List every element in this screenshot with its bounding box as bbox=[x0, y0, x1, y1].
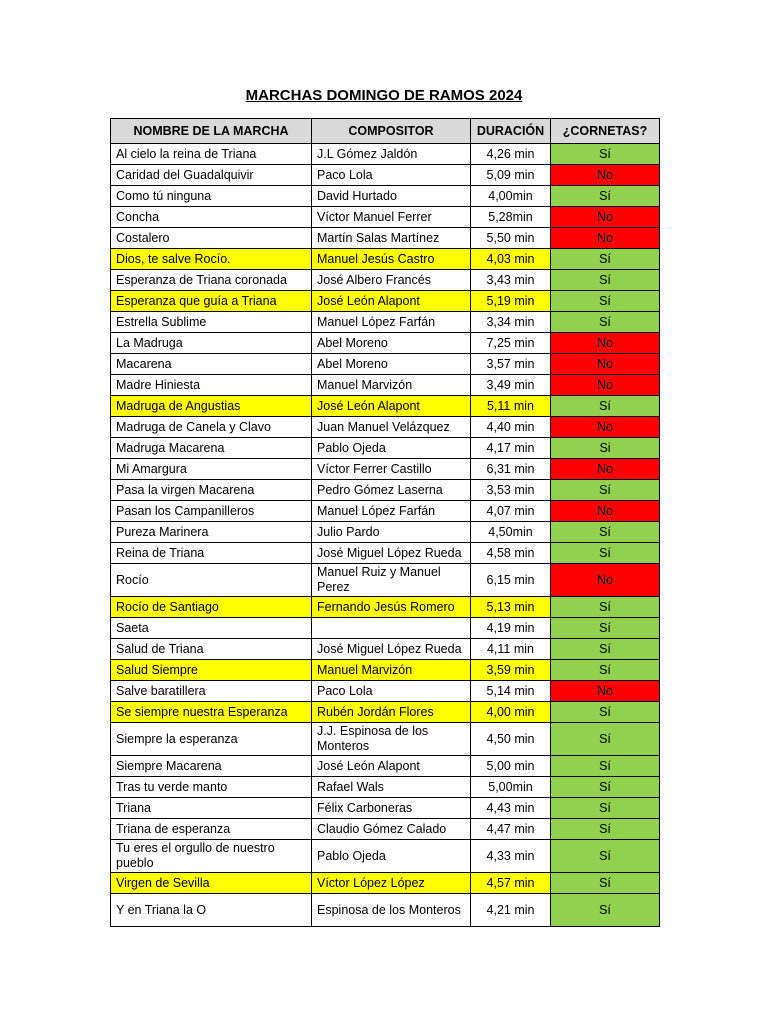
table-row bbox=[111, 333, 660, 354]
table-row bbox=[111, 756, 660, 777]
table-row bbox=[111, 564, 660, 597]
march-name-cell: Madruga de Angustias bbox=[111, 396, 312, 417]
table-row bbox=[111, 798, 660, 819]
composer-cell: José León Alapont bbox=[312, 291, 471, 312]
table-row bbox=[111, 249, 660, 270]
table-row bbox=[111, 681, 660, 702]
table-row bbox=[111, 207, 660, 228]
duration-cell: 7,25 min bbox=[471, 333, 551, 354]
composer-cell: Pablo Ojeda bbox=[312, 438, 471, 459]
composer-cell: Juan Manuel Velázquez bbox=[312, 417, 471, 438]
table-row bbox=[111, 186, 660, 207]
table-row bbox=[111, 396, 660, 417]
cornetas-cell: Sí bbox=[551, 186, 660, 207]
table-row bbox=[111, 144, 660, 165]
cornetas-cell: Sí bbox=[551, 144, 660, 165]
composer-cell: Manuel López Farfán bbox=[312, 501, 471, 522]
cornetas-cell: Sí bbox=[551, 777, 660, 798]
cornetas-cell: Sí bbox=[551, 291, 660, 312]
composer-cell: J.J. Espinosa de los Monteros bbox=[312, 723, 471, 756]
cornetas-cell: Sí bbox=[551, 873, 660, 894]
march-name-cell: Como tú ninguna bbox=[111, 186, 312, 207]
march-name-cell: Al cielo la reina de Triana bbox=[111, 144, 312, 165]
composer-cell: José Miguel López Rueda bbox=[312, 543, 471, 564]
march-name-cell: Mi Amargura bbox=[111, 459, 312, 480]
march-name-cell: Madruga Macarena bbox=[111, 438, 312, 459]
march-name-cell: Se siempre nuestra Esperanza bbox=[111, 702, 312, 723]
duration-cell: 4,26 min bbox=[471, 144, 551, 165]
march-name-cell: Rocío de Santiago bbox=[111, 597, 312, 618]
table-row bbox=[111, 480, 660, 501]
composer-cell: Abel Moreno bbox=[312, 354, 471, 375]
march-name-cell: Salve baratillera bbox=[111, 681, 312, 702]
duration-cell: 4,33 min bbox=[471, 840, 551, 873]
composer-cell: Manuel Jesús Castro bbox=[312, 249, 471, 270]
composer-cell: Espinosa de los Monteros bbox=[312, 894, 471, 927]
duration-cell: 4,11 min bbox=[471, 639, 551, 660]
composer-cell: Rafael Wals bbox=[312, 777, 471, 798]
march-name-cell: Triana de esperanza bbox=[111, 819, 312, 840]
header-name: NOMBRE DE LA MARCHA bbox=[111, 119, 312, 144]
cornetas-cell: Sí bbox=[551, 819, 660, 840]
march-name-cell: Costalero bbox=[111, 228, 312, 249]
composer-cell: Manuel López Farfán bbox=[312, 312, 471, 333]
cornetas-cell: Sí bbox=[551, 597, 660, 618]
march-name-cell: Rocío bbox=[111, 564, 312, 597]
march-name-cell: Concha bbox=[111, 207, 312, 228]
cornetas-cell: Sí bbox=[551, 522, 660, 543]
composer-cell: David Hurtado bbox=[312, 186, 471, 207]
cornetas-cell: No bbox=[551, 207, 660, 228]
composer-cell: Víctor Ferrer Castillo bbox=[312, 459, 471, 480]
duration-cell: 4,19 min bbox=[471, 618, 551, 639]
duration-cell: 5,09 min bbox=[471, 165, 551, 186]
march-name-cell: Tras tu verde manto bbox=[111, 777, 312, 798]
header-duration: DURACIÓN bbox=[471, 119, 551, 144]
cornetas-cell: Sí bbox=[551, 798, 660, 819]
composer-cell: Félix Carboneras bbox=[312, 798, 471, 819]
table-row bbox=[111, 354, 660, 375]
table-row bbox=[111, 228, 660, 249]
cornetas-cell: No bbox=[551, 681, 660, 702]
table-row bbox=[111, 165, 660, 186]
cornetas-cell: No bbox=[551, 501, 660, 522]
cornetas-cell: Sí bbox=[551, 480, 660, 501]
cornetas-cell: No bbox=[551, 165, 660, 186]
composer-cell: Manuel Marvizón bbox=[312, 660, 471, 681]
duration-cell: 3,43 min bbox=[471, 270, 551, 291]
composer-cell: Manuel Ruiz y Manuel Perez bbox=[312, 564, 471, 597]
march-name-cell: Dios, te salve Rocío. bbox=[111, 249, 312, 270]
table-row bbox=[111, 618, 660, 639]
table-row bbox=[111, 873, 660, 894]
cornetas-cell: Sí bbox=[551, 639, 660, 660]
duration-cell: 4,57 min bbox=[471, 873, 551, 894]
composer-cell: Pablo Ojeda bbox=[312, 840, 471, 873]
cornetas-cell: Sí bbox=[551, 396, 660, 417]
cornetas-cell: No bbox=[551, 417, 660, 438]
composer-cell: J.L Gómez Jaldón bbox=[312, 144, 471, 165]
cornetas-cell: No bbox=[551, 354, 660, 375]
header-composer: COMPOSITOR bbox=[312, 119, 471, 144]
duration-cell: 5,19 min bbox=[471, 291, 551, 312]
march-name-cell: Siempre la esperanza bbox=[111, 723, 312, 756]
marchas-table bbox=[110, 118, 660, 927]
table-body bbox=[111, 144, 660, 927]
cornetas-cell: Sí bbox=[551, 543, 660, 564]
march-name-cell: Tu eres el orgullo de nuestro pueblo bbox=[111, 840, 312, 873]
duration-cell: 4,00min bbox=[471, 186, 551, 207]
duration-cell: 5,14 min bbox=[471, 681, 551, 702]
table-row bbox=[111, 543, 660, 564]
duration-cell: 5,00 min bbox=[471, 756, 551, 777]
march-name-cell: Macarena bbox=[111, 354, 312, 375]
march-name-cell: Saeta bbox=[111, 618, 312, 639]
duration-cell: 3,53 min bbox=[471, 480, 551, 501]
document-title: MARCHAS DOMINGO DE RAMOS 2024 bbox=[245, 87, 523, 104]
cornetas-cell: No bbox=[551, 228, 660, 249]
table-row bbox=[111, 660, 660, 681]
march-name-cell: Estrella Sublime bbox=[111, 312, 312, 333]
march-name-cell: Pureza Marinera bbox=[111, 522, 312, 543]
duration-cell: 5,11 min bbox=[471, 396, 551, 417]
table-row bbox=[111, 723, 660, 756]
composer-cell bbox=[312, 618, 471, 639]
composer-cell: José Miguel López Rueda bbox=[312, 639, 471, 660]
march-name-cell: Virgen de Sevilla bbox=[111, 873, 312, 894]
cornetas-cell: Sí bbox=[551, 618, 660, 639]
table-row bbox=[111, 501, 660, 522]
march-name-cell: Pasan los Campanilleros bbox=[111, 501, 312, 522]
duration-cell: 6,31 min bbox=[471, 459, 551, 480]
cornetas-cell: No bbox=[551, 459, 660, 480]
cornetas-cell: Sí bbox=[551, 723, 660, 756]
composer-cell: Víctor Manuel Ferrer bbox=[312, 207, 471, 228]
cornetas-cell: Sí bbox=[551, 312, 660, 333]
duration-cell: 5,28min bbox=[471, 207, 551, 228]
march-name-cell: Esperanza que guía a Triana bbox=[111, 291, 312, 312]
duration-cell: 4,50 min bbox=[471, 723, 551, 756]
duration-cell: 4,50min bbox=[471, 522, 551, 543]
duration-cell: 3,57 min bbox=[471, 354, 551, 375]
composer-cell: Paco Lola bbox=[312, 681, 471, 702]
march-name-cell: Reina de Triana bbox=[111, 543, 312, 564]
march-name-cell: Siempre Macarena bbox=[111, 756, 312, 777]
march-name-cell: Pasa la virgen Macarena bbox=[111, 480, 312, 501]
march-name-cell: Madruga de Canela y Clavo bbox=[111, 417, 312, 438]
table-row bbox=[111, 438, 660, 459]
composer-cell: Fernando Jesús Romero bbox=[312, 597, 471, 618]
table-row bbox=[111, 522, 660, 543]
duration-cell: 5,13 min bbox=[471, 597, 551, 618]
composer-cell: Rubén Jordán Flores bbox=[312, 702, 471, 723]
composer-cell: Víctor López López bbox=[312, 873, 471, 894]
composer-cell: Julio Pardo bbox=[312, 522, 471, 543]
table-row bbox=[111, 894, 660, 927]
duration-cell: 4,17 min bbox=[471, 438, 551, 459]
composer-cell: Abel Moreno bbox=[312, 333, 471, 354]
cornetas-cell: Sí bbox=[551, 249, 660, 270]
march-name-cell: Madre Hiniesta bbox=[111, 375, 312, 396]
composer-cell: Martín Salas Martínez bbox=[312, 228, 471, 249]
march-name-cell: Esperanza de Triana coronada bbox=[111, 270, 312, 291]
table-row bbox=[111, 597, 660, 618]
duration-cell: 4,47 min bbox=[471, 819, 551, 840]
march-name-cell: Salud Siempre bbox=[111, 660, 312, 681]
duration-cell: 6,15 min bbox=[471, 564, 551, 597]
cornetas-cell: No bbox=[551, 564, 660, 597]
duration-cell: 3,49 min bbox=[471, 375, 551, 396]
table-row bbox=[111, 777, 660, 798]
march-name-cell: Salud de Triana bbox=[111, 639, 312, 660]
composer-cell: Claudio Gómez Calado bbox=[312, 819, 471, 840]
cornetas-cell: Sí bbox=[551, 660, 660, 681]
march-name-cell: Y en Triana la O bbox=[111, 894, 312, 927]
cornetas-cell: Sí bbox=[551, 756, 660, 777]
table-row bbox=[111, 840, 660, 873]
cornetas-cell: Sí bbox=[551, 840, 660, 873]
duration-cell: 4,03 min bbox=[471, 249, 551, 270]
composer-cell: Pedro Gómez Laserna bbox=[312, 480, 471, 501]
duration-cell: 5,50 min bbox=[471, 228, 551, 249]
cornetas-cell: Si bbox=[551, 438, 660, 459]
composer-cell: José León Alapont bbox=[312, 756, 471, 777]
table-row bbox=[111, 375, 660, 396]
march-name-cell: La Madruga bbox=[111, 333, 312, 354]
duration-cell: 4,43 min bbox=[471, 798, 551, 819]
cornetas-cell: Sí bbox=[551, 702, 660, 723]
march-name-cell: Caridad del Guadalquivir bbox=[111, 165, 312, 186]
header-cornetas: ¿CORNETAS? bbox=[551, 119, 660, 144]
cornetas-cell: Sí bbox=[551, 270, 660, 291]
march-name-cell: Triana bbox=[111, 798, 312, 819]
table-row bbox=[111, 819, 660, 840]
table-row bbox=[111, 459, 660, 480]
cornetas-cell: No bbox=[551, 375, 660, 396]
table-header-row bbox=[111, 119, 660, 144]
cornetas-cell: Sí bbox=[551, 894, 660, 927]
duration-cell: 5,00min bbox=[471, 777, 551, 798]
duration-cell: 4,21 min bbox=[471, 894, 551, 927]
cornetas-cell: No bbox=[551, 333, 660, 354]
composer-cell: José Albero Francés bbox=[312, 270, 471, 291]
table-row bbox=[111, 639, 660, 660]
composer-cell: Manuel Marvizón bbox=[312, 375, 471, 396]
duration-cell: 4,58 min bbox=[471, 543, 551, 564]
duration-cell: 4,40 min bbox=[471, 417, 551, 438]
table-row bbox=[111, 417, 660, 438]
duration-cell: 4,00 min bbox=[471, 702, 551, 723]
composer-cell: Paco Lola bbox=[312, 165, 471, 186]
duration-cell: 3,59 min bbox=[471, 660, 551, 681]
duration-cell: 3,34 min bbox=[471, 312, 551, 333]
table-row bbox=[111, 291, 660, 312]
table-row bbox=[111, 702, 660, 723]
composer-cell: José León Alapont bbox=[312, 396, 471, 417]
duration-cell: 4,07 min bbox=[471, 501, 551, 522]
table-row bbox=[111, 270, 660, 291]
table-row bbox=[111, 312, 660, 333]
